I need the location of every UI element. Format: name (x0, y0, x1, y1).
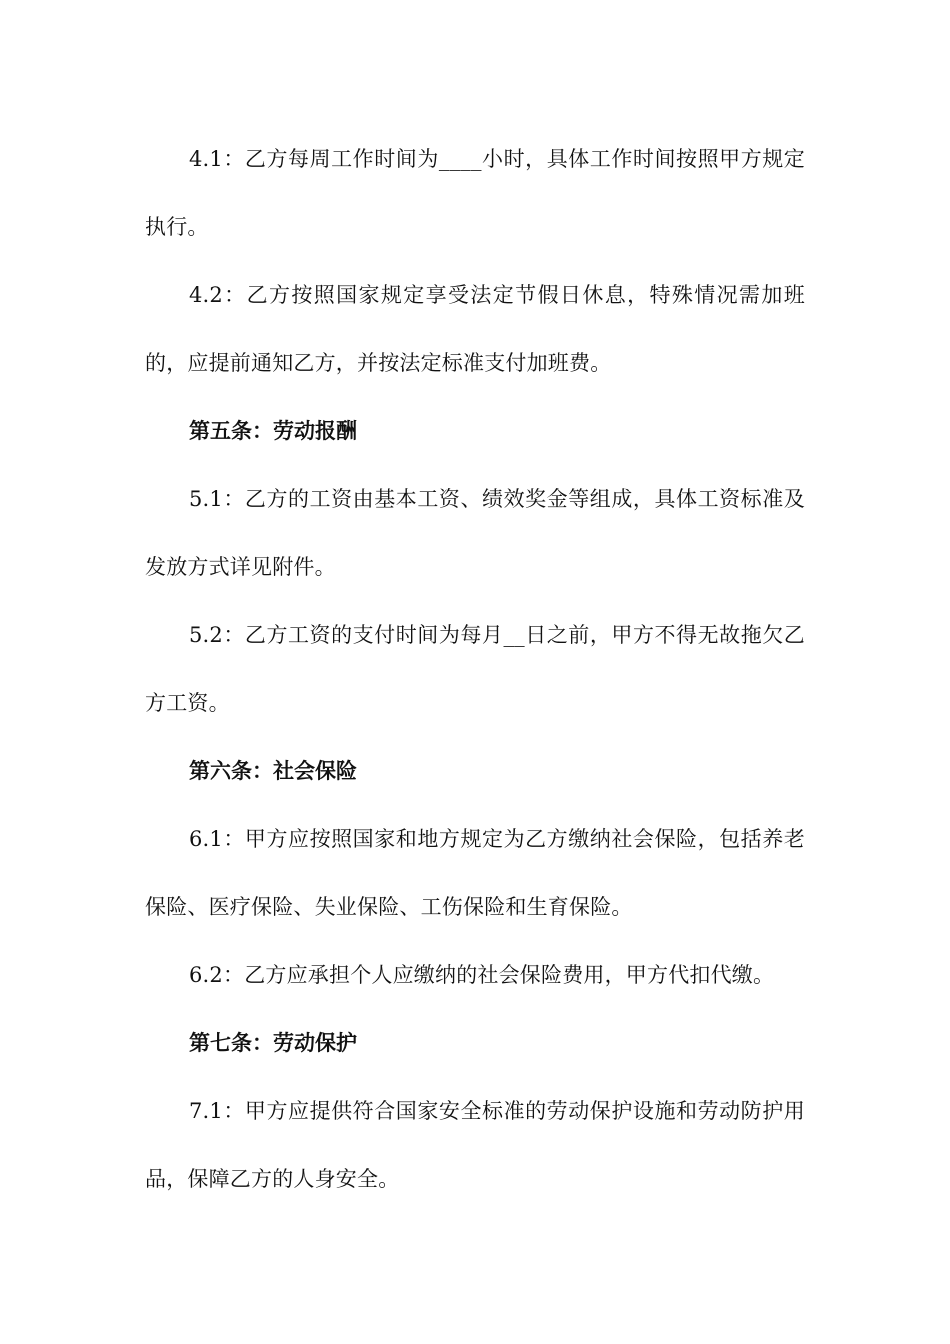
article-7-heading: 第七条：劳动保护 (189, 1031, 357, 1055)
clause-4-2: 4.2：乙方按照国家规定享受法定节假日休息，特殊情况需加班的，应提前通知乙方，并按法定标准支付加班费。 (145, 283, 805, 375)
document-body (145, 125, 805, 1213)
article-5-heading: 第五条：劳动报酬 (189, 419, 357, 443)
clause-7-1: 7.1：甲方应提供符合国家安全标准的劳动保护设施和劳动防护用品，保障乙方的人身安全。 (145, 1099, 805, 1191)
clause-5-1: 5.1：乙方的工资由基本工资、绩效奖金等组成，具体工资标准及发放方式详见附件。 (145, 487, 805, 579)
article-6-heading: 第六条：社会保险 (189, 759, 357, 783)
clause-6-2: 6.2：乙方应承担个人应缴纳的社会保险费用，甲方代扣代缴。 (189, 963, 775, 987)
clause-4-1: 4.1：乙方每周工作时间为____小时，具体工作时间按照甲方规定执行。 (145, 147, 805, 239)
clause-6-1: 6.1：甲方应按照国家和地方规定为乙方缴纳社会保险，包括养老保险、医疗保险、失业保险、工伤保险和生育保险。 (145, 827, 805, 919)
clause-5-2: 5.2：乙方工资的支付时间为每月__日之前，甲方不得无故拖欠乙方工资。 (145, 623, 805, 715)
